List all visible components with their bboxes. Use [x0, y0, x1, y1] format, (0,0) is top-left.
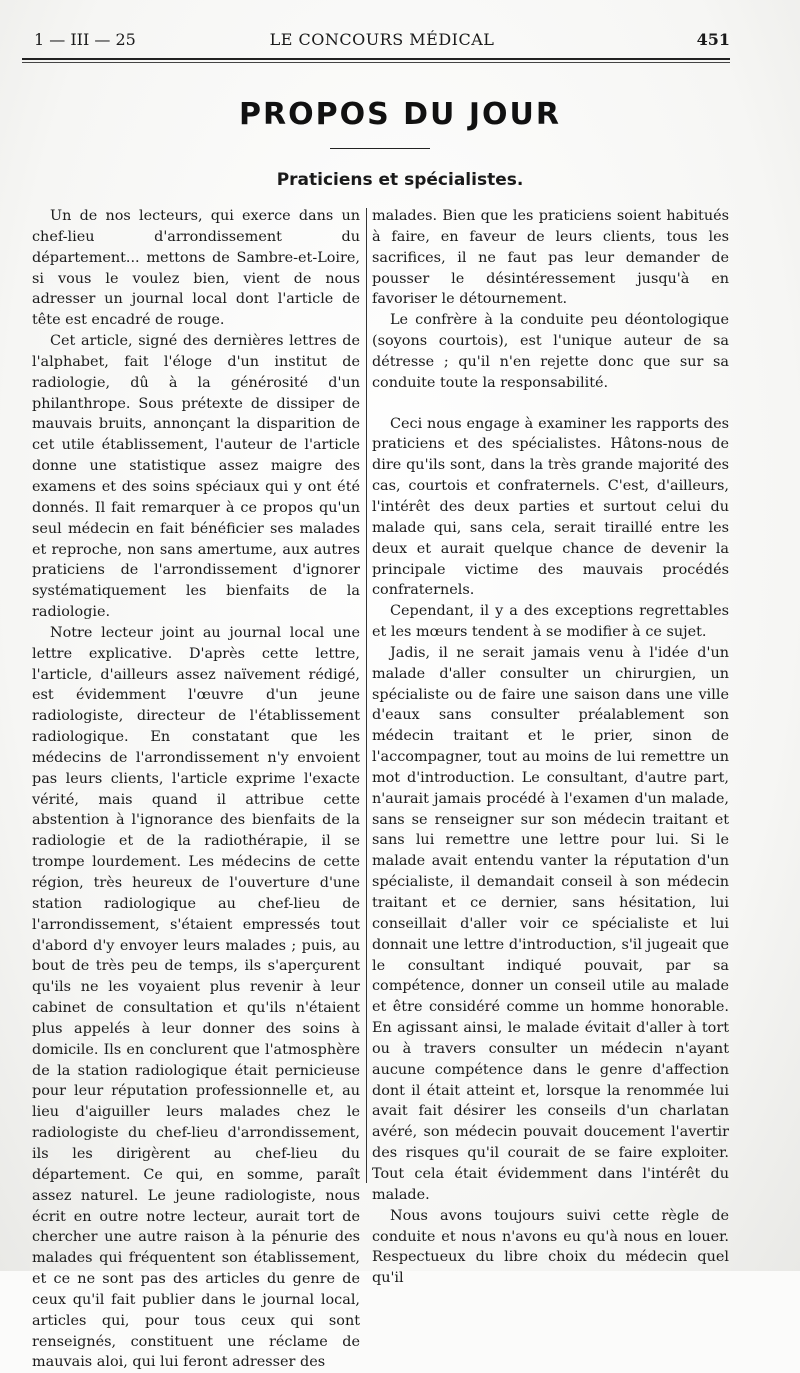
column-divider	[366, 208, 367, 1183]
paragraph: Ceci nous engage à examiner les rapports des praticiens et des spécialistes. Hâtons-nous de dire qu'ils sont, dans la très grande majorité des cas, courtois et confraternels. C'est, d'ailleurs, l'intérêt des deux parties et surtout celui du malade qui, sans cela, serait tiraillé entre les deux et aurait quelque chance de devenir la principale victime des mauvais procédés confraternels.	[372, 415, 729, 599]
page-number: 451	[696, 30, 730, 49]
right-column	[372, 206, 729, 1289]
running-header	[34, 30, 730, 52]
header-rule-thin	[22, 62, 730, 63]
paragraph: malades. Bien que les praticiens soient habitués à faire, en faveur de leurs clients, tous les sacrifices, il ne faut pas leur demander de pousser le désintéressement jusqu'à en favoriser le détournement.	[372, 208, 729, 308]
title-rule	[330, 148, 430, 149]
paragraph: Cet article, signé des dernières lettres de l'alphabet, fait l'éloge d'un institut de radiologie, dû à la générosité d'un philanthrope. Sous prétexte de dissiper de mauvais bruits, annonçant la disparition de cet utile établissement, l'auteur de l'article donne une statistique assez maigre des examens et des soins spéciaux qui y ont été donnés. Il fait remarquer à ce propos qu'un seul médecin en fait bénéficier ses malades et reproche, non sans amertume, aux autres praticiens de l'arrondissement d'ignorer systématiquement les bienfaits de la radiologie.	[32, 333, 360, 621]
paragraph: Cependant, il y a des exceptions regrettables et les mœurs tendent à se modifier à ce sujet.	[372, 603, 729, 641]
header-rule	[22, 58, 730, 60]
left-column	[32, 206, 360, 1373]
issue-reference: 1 — III — 25	[34, 30, 136, 49]
paragraph: Jadis, il ne serait jamais venu à l'idée d'un malade d'aller consulter un chirurgien, un spécialiste ou de faire une saison dans une ville d'eaux sans consulter préalablement son médecin traitant et le prier, sinon de l'accompagner, tout au moins de lui remettre un mot d'introduction. Le consultant, d'autre part, n'aurait jamais procédé à l'examen d'un malade, sans se renseigner sur son médecin traitant et sans lui remettre une lettre pour lui. Si le malade avait entendu vanter la réputation d'un spécialiste, il demandait conseil à son médecin traitant et ce dernier, sans hésitation, lui conseillait d'aller voir ce spécialiste et lui donnait une lettre d'introduction, s'il jugeait que le consultant indiqué pouvait, par sa compétence, donner un conseil utile au malade et être considéré comme un homme honorable. En agissant ainsi, le malade évitait d'aller à tort ou à travers consulter un médecin n'ayant aucune compétence dans le genre d'affection dont il était atteint et, lorsque la renommée lui avait fait désirer les conseils d'un charlatan avéré, son médecin pouvait doucement l'avertir des risques qu'il courait de se faire exploiter. Tout cela était évidemment dans l'intérêt du malade.	[372, 644, 729, 1203]
journal-name: LE CONCOURS MÉDICAL	[269, 30, 495, 49]
paragraph: Un de nos lecteurs, qui exerce dans un chef-lieu d'arrondissement du département... mettons de Sambre-et-Loire, si vous le voulez bien, vient de nous adresser un journal local dont l'article de tête est encadré de rouge.	[32, 208, 360, 329]
paragraph: Notre lecteur joint au journal local une lettre explicative. D'après cette lettre, l'article, d'ailleurs assez naïvement rédigé, est évidemment l'œuvre d'un jeune radiologiste, directeur de l'établissement radiologique. En constatant que les médecins de l'arrondissement n'y envoient pas leurs clients, l'article exprime l'exacte vérité, mais quand il attribue cette abstention à l'ignorance des bienfaits de la radiologie et de la radiothérapie, il se trompe lourdement. Les médecins de cette région, très heureux de l'ouverture d'une station radiologique au chef-lieu de l'arrondissement, s'étaient empressés tout d'abord d'y envoyer leurs malades ; puis, au bout de très peu de temps, ils s'aperçurent qu'ils ne les voyaient plus revenir à leur cabinet de consultation et qu'ils n'étaient plus appelés à leur donner des soins à domicile. Ils en conclurent que l'atmosphère de la station radiologique était pernicieuse pour leur réputation professionnelle et, au lieu d'aiguiller leurs malades chez le radiologiste du chef-lieu d'arrondissement, ils les dirigèrent au chef-lieu du département. Ce qui, en somme, paraît assez naturel. Le jeune radiologiste, nous écrit en outre notre lecteur, aurait tort de chercher une autre raison à la pénurie des malades qui fréquentent son établissement, et ce ne sont pas des articles du genre de ceux qu'il fait publier dans le journal local, articles qui, pour tous ceux qui sont renseignés, constituent une réclame de mauvais aloi, qui lui feront adresser des	[32, 624, 360, 1371]
section-title: PROPOS DU JOUR	[239, 97, 561, 132]
paragraph: Le confrère à la conduite peu déontologique (soyons courtois), est l'unique auteur de sa détresse ; qu'il n'en rejette donc que sur sa conduite toute la responsabilité.	[372, 312, 729, 391]
article-subtitle: Praticiens et spécialistes.	[276, 170, 524, 190]
paragraph: Nous avons toujours suivi cette règle de conduite et nous n'avons eu qu'à nous en louer. Respectueux du libre choix du médecin quel qu'il	[372, 1207, 729, 1287]
